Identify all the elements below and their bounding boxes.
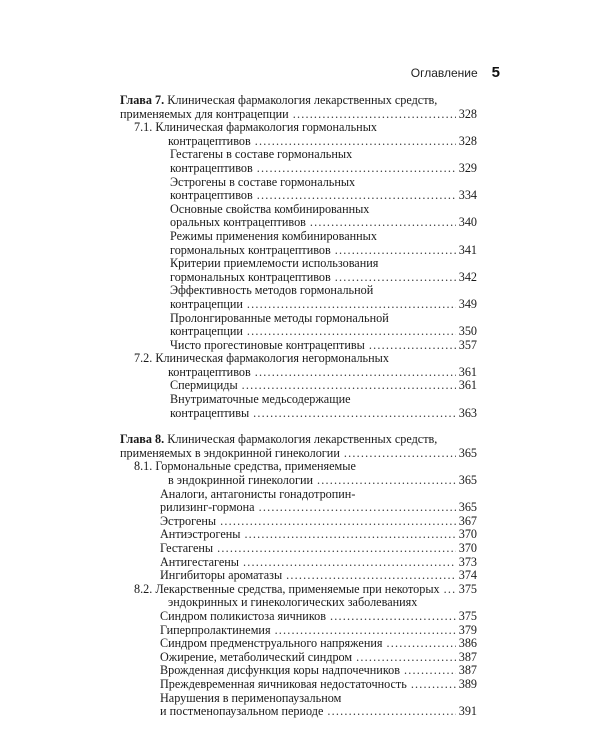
toc-item[interactable] <box>120 393 477 420</box>
item-title-line1: Преждевременная яичниковая недостаточность <box>160 676 407 691</box>
toc-page-number: 386 <box>458 636 477 651</box>
toc-page-number: 342 <box>458 269 477 284</box>
chapter-title-line1: Клиническая фармакология лекарственных средств, <box>167 93 438 107</box>
item-title-line2: гормональных контрацептивов <box>170 269 331 284</box>
item-title-line2: контрацептивов <box>170 160 253 175</box>
toc-page-number: 379 <box>458 622 477 637</box>
toc-item[interactable] <box>120 610 477 624</box>
dot-leader <box>286 569 456 583</box>
item-title-line1: Ожирение, метаболический синдром <box>160 649 353 664</box>
dot-leader <box>247 298 456 312</box>
toc-item[interactable] <box>120 379 477 393</box>
dot-leader <box>317 474 456 488</box>
toc-section-7-2[interactable] <box>120 352 477 379</box>
item-title-line1: Пролонгированные методы гормональной <box>170 310 389 325</box>
toc-page-number: 361 <box>458 364 477 379</box>
toc-chapter-8[interactable] <box>120 433 477 460</box>
toc-page-number: 334 <box>458 188 477 203</box>
toc-page-number: 370 <box>458 541 477 555</box>
item-title-line1: Эстрогены в составе гормональных <box>170 174 356 189</box>
item-title-line2: оральных контрацептивов <box>170 215 306 230</box>
section-title-line1: 8.1. Гормональные средства, применяемые <box>134 459 356 474</box>
toc-item[interactable] <box>120 230 477 257</box>
toc-page-number: 357 <box>458 337 477 352</box>
dot-leader <box>247 325 456 339</box>
dot-leader <box>217 542 456 556</box>
toc-item[interactable] <box>120 515 477 529</box>
toc-page-number: 328 <box>458 106 477 121</box>
toc-item[interactable] <box>120 678 477 692</box>
toc-page-number: 387 <box>458 649 477 664</box>
chapter-label: Глава 7. <box>120 93 165 107</box>
dot-leader <box>244 528 455 542</box>
toc-item[interactable] <box>120 488 477 515</box>
chapter-label: Глава 8. <box>120 432 165 447</box>
toc-item[interactable] <box>120 148 477 175</box>
item-title-line1: Критерии приемлемости использования <box>170 256 379 271</box>
dot-leader <box>335 244 456 258</box>
toc-item[interactable] <box>120 339 477 353</box>
dot-leader <box>356 651 456 665</box>
toc-page-number: 375 <box>458 608 477 623</box>
section-title-line1: 7.2. Клиническая фармакология негормональных <box>134 351 389 366</box>
toc-page-number: 328 <box>458 133 477 148</box>
item-title-line1: Внутриматочные медьсодержащие <box>170 392 351 407</box>
page-number: 5 <box>491 64 500 81</box>
section-title-line1: 8.2. Лекарственные средства, применяемые при некоторых <box>134 581 440 596</box>
dot-leader <box>242 379 456 393</box>
toc-item[interactable] <box>120 528 477 542</box>
dot-leader <box>444 583 456 597</box>
dot-leader <box>220 515 456 529</box>
table-of-contents <box>120 94 477 719</box>
running-header-title: Оглавление <box>410 66 478 80</box>
toc-item[interactable] <box>120 312 477 339</box>
toc-item[interactable] <box>120 203 477 230</box>
toc-item[interactable] <box>120 556 477 570</box>
item-title-line1: Гестагены в составе гормональных <box>170 147 353 162</box>
toc-page-number: 374 <box>458 568 477 583</box>
dot-leader <box>310 216 456 230</box>
toc-page-number: 361 <box>458 378 477 393</box>
toc-chapter-7[interactable] <box>120 94 477 121</box>
toc-page-number: 387 <box>458 663 477 678</box>
chapter-title-line2: применяемых в эндокринной гинекологии <box>120 445 340 460</box>
toc-page-number: 373 <box>458 554 477 569</box>
item-title-line2: контрацептивы <box>170 405 250 420</box>
toc-item[interactable] <box>120 637 477 651</box>
item-title-line1: Синдром поликистоза яичников <box>160 608 326 623</box>
dot-leader <box>335 271 456 285</box>
toc-item[interactable] <box>120 664 477 678</box>
item-title-line2: контрацептивов <box>170 188 253 203</box>
toc-item[interactable] <box>120 692 477 719</box>
dot-leader <box>411 678 456 692</box>
toc-page-number: 340 <box>458 215 477 230</box>
item-title-line2: гормональных контрацептивов <box>170 242 331 257</box>
item-title-line2: рилизинг-гормона <box>160 500 255 515</box>
toc-item[interactable] <box>120 542 477 556</box>
dot-leader <box>243 556 456 570</box>
toc-section-7-1[interactable] <box>120 121 477 148</box>
item-title-line1: Режимы применения комбинированных <box>170 228 377 243</box>
item-title-line1: Эффективность методов гормональной <box>170 283 374 298</box>
dot-leader <box>257 189 456 203</box>
toc-page-number: 363 <box>458 405 477 420</box>
toc-section-8-2[interactable] <box>120 583 477 610</box>
item-title-line2: контрацепции <box>170 296 243 311</box>
toc-page-number: 375 <box>458 581 477 596</box>
item-title-line1: Чисто прогестиновые контрацептивы <box>170 337 365 352</box>
section-title-line2: контрацептивов <box>168 133 251 148</box>
toc-page-number: 365 <box>458 445 477 460</box>
chapter-title-line2: применяемых для контрацепции <box>120 106 289 121</box>
toc-page-number: 365 <box>458 473 477 488</box>
toc-item[interactable] <box>120 624 477 638</box>
toc-page-number: 349 <box>458 296 477 311</box>
dot-leader <box>275 624 456 638</box>
item-title-line1: Ингибиторы ароматазы <box>160 568 283 583</box>
dot-leader <box>259 501 456 515</box>
dot-leader <box>330 610 456 624</box>
toc-section-8-1[interactable] <box>120 460 477 487</box>
toc-page-number: 370 <box>458 527 477 542</box>
item-title-line1: Эстрогены <box>160 513 217 528</box>
item-title-line2: контрацепции <box>170 324 243 339</box>
item-title-line1: Аналоги, антагонисты гонадотропин- <box>160 486 356 501</box>
page-header <box>411 64 500 81</box>
toc-page-number: 365 <box>458 500 477 515</box>
toc-item[interactable] <box>120 569 477 583</box>
dot-leader <box>255 366 456 380</box>
item-title-line1: Нарушения в перименопаузальном <box>160 690 342 705</box>
toc-page-number: 367 <box>458 513 477 528</box>
dot-leader <box>253 407 456 421</box>
dot-leader <box>257 162 456 176</box>
section-title-line2: контрацептивов <box>168 364 251 379</box>
toc-item[interactable] <box>120 284 477 311</box>
toc-item[interactable] <box>120 257 477 284</box>
section-title-line1: 7.1. Клиническая фармакология гормональных <box>134 120 377 135</box>
toc-page-number: 350 <box>458 324 477 339</box>
item-title-line1: Антиэстрогены <box>160 527 241 542</box>
item-title-line1: Гиперпролактинемия <box>160 622 271 637</box>
dot-leader <box>255 135 456 149</box>
dot-leader <box>386 637 455 651</box>
toc-page-number: 389 <box>458 676 477 691</box>
toc-page-number: 341 <box>458 242 477 257</box>
item-title-line2: и постменопаузальном периоде <box>160 704 324 719</box>
item-title-line1: Основные свойства комбинированных <box>170 201 370 216</box>
chapter-title-line1: Клиническая фармакология лекарственных средств, <box>167 432 438 447</box>
toc-item[interactable] <box>120 176 477 203</box>
toc-item[interactable] <box>120 651 477 665</box>
dot-leader <box>293 108 456 122</box>
dot-leader <box>369 339 456 353</box>
section-title-line2: эндокринных и гинекологических заболеваниях <box>168 595 418 610</box>
dot-leader <box>327 705 455 719</box>
dot-leader <box>404 664 456 678</box>
item-title-line1: Антигестагены <box>160 554 239 569</box>
section-title-line2: в эндокринной гинекологии <box>168 473 313 488</box>
toc-page-number: 391 <box>458 704 477 719</box>
item-title-line1: Синдром предменструального напряжения <box>160 636 383 651</box>
item-title-line1: Спермициды <box>170 378 238 393</box>
item-title-line1: Гестагены <box>160 541 214 555</box>
dot-leader <box>344 447 456 461</box>
toc-page-number: 329 <box>458 160 477 175</box>
item-title-line1: Врожденная дисфункция коры надпочечников <box>160 663 400 678</box>
